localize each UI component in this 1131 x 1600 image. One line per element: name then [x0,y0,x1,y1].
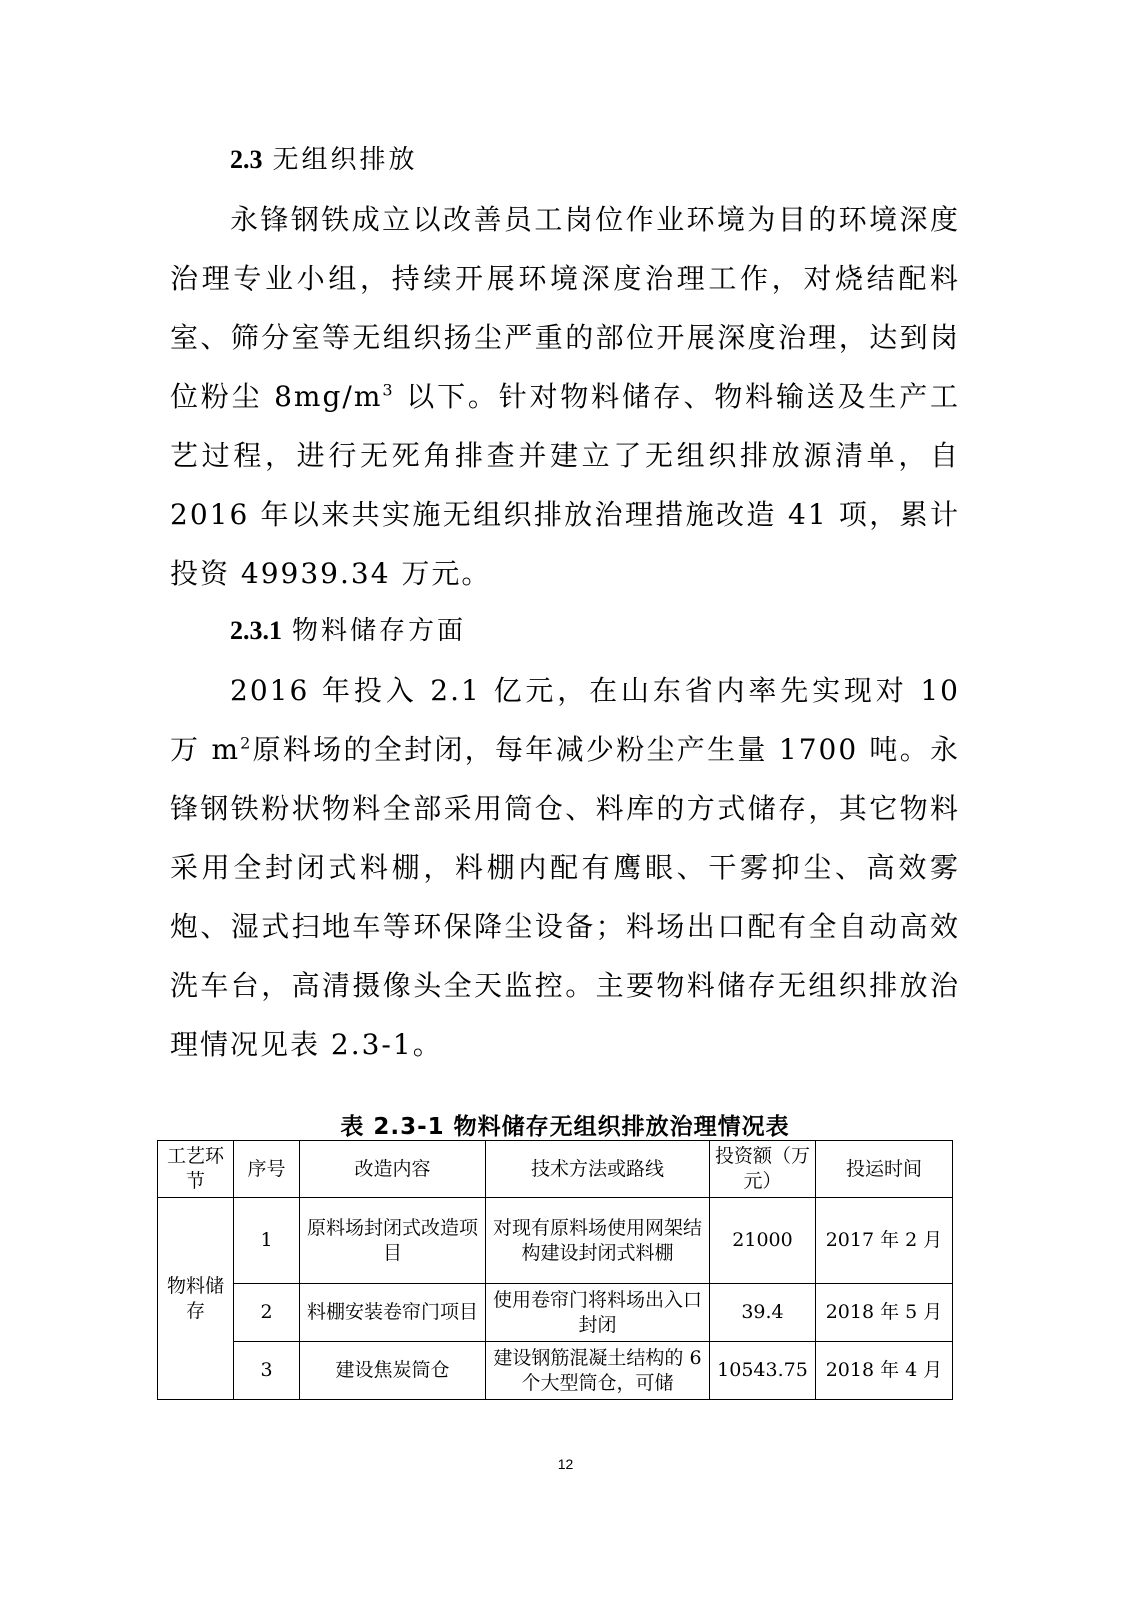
row-method: 建设钢筋混凝土结构的 6 个大型筒仓，可储 [486,1342,710,1400]
superscript-square: 2 [240,733,253,753]
subsection-number: 2.3.1 [230,616,282,645]
section-title: 无组织排放 [272,145,418,175]
row-content: 原料场封闭式改造项目 [300,1198,486,1284]
paragraph-storage-part1: 2016 年投入 2.1 亿元，在山东省内率先实现对 10 万 m [170,674,960,766]
row-date: 2017 年 2 月 [816,1198,953,1284]
subsection-heading [230,611,960,651]
row-no: 2 [234,1284,300,1342]
table-row [158,1284,953,1342]
paragraph-material-storage [170,661,960,1074]
header-investment: 投资额（万元） [710,1141,816,1198]
table-header-row [158,1141,953,1198]
header-date: 投运时间 [816,1141,953,1198]
row-date: 2018 年 5 月 [816,1284,953,1342]
table-caption: 表 2.3-1 物料储存无组织排放治理情况表 [340,1114,790,1140]
section-heading [230,140,960,180]
section-number: 2.3 [230,145,263,174]
table-row [158,1198,953,1284]
row-method: 对现有原料场使用网架结构建设封闭式料棚 [486,1198,710,1284]
page-content [170,140,960,1155]
subsection-title: 物料储存方面 [292,616,467,646]
row-no: 3 [234,1342,300,1400]
governance-table [157,1140,953,1400]
header-method: 技术方法或路线 [486,1141,710,1198]
group-cell: 物料储存 [158,1198,234,1400]
row-content: 料棚安装卷帘门项目 [300,1284,486,1342]
header-content: 改造内容 [300,1141,486,1198]
row-no: 1 [234,1198,300,1284]
paragraph-overview-part2: 以下。针对物料储存、物料输送及生产工艺过程，进行无死角排查并建立了无组织排放源清单，自 2016 年以来共实施无组织排放治理措施改造 41 项，累计投资 49939.34 万元。 [170,380,960,590]
header-serial: 序号 [234,1141,300,1198]
row-investment: 21000 [710,1198,816,1284]
paragraph-overview-part1: 永锋钢铁成立以改善员工岗位作业环境为目的环境深度治理专业小组，持续开展环境深度治理工作，对烧结配料室、筛分室等无组织扬尘严重的部位开展深度治理，达到岗位粉尘 8mg/m [170,203,960,413]
row-method: 使用卷帘门将料场出入口封闭 [486,1284,710,1342]
table-row [158,1342,953,1400]
superscript-cubic: 3 [382,380,395,400]
paragraph-storage-part2: 原料场的全封闭，每年减少粉尘产生量 1700 吨。永锋钢铁粉状物料全部采用筒仓、料库的方式储存，其它物料采用全封闭式料棚，料棚内配有鹰眼、干雾抑尘、高效雾炮、湿式扫地车等环保降尘设备；料场出口配有全自动高效洗车台，高清摄像头全天监控。主要物料储存无组织排放治理情况见表 2.3-1。 [170,733,960,1061]
row-content: 建设焦炭筒仓 [300,1342,486,1400]
row-investment: 39.4 [710,1284,816,1342]
header-process: 工艺环节 [158,1141,234,1198]
row-date: 2018 年 4 月 [816,1342,953,1400]
row-investment: 10543.75 [710,1342,816,1400]
paragraph-overview [170,190,960,603]
page-number: 12 [557,1456,574,1472]
